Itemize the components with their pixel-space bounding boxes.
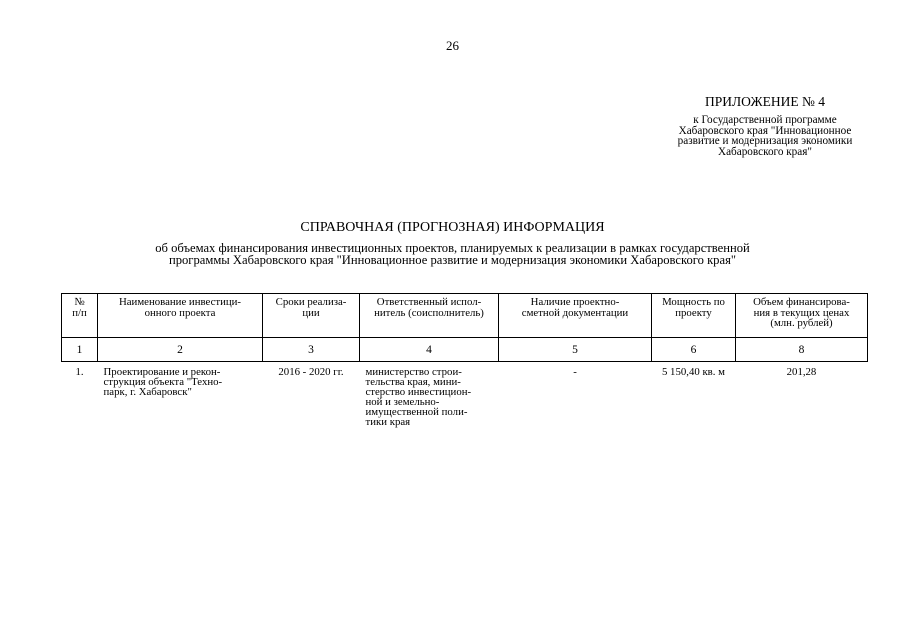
table-row bbox=[62, 362, 868, 428]
column-number-cell: 6 bbox=[652, 338, 736, 362]
appendix-line: Хабаровского края" bbox=[718, 145, 812, 158]
document-title: СПРАВОЧНАЯ (ПРОГНОЗНАЯ) ИНФОРМАЦИЯ bbox=[300, 220, 605, 235]
header-cell-executor: Ответственный испол- нитель (соисполнитель) bbox=[360, 294, 499, 338]
row-project-name: Проектирование и рекон- струкция объекта "Техно- парк, г. Хабаровск" bbox=[103, 366, 223, 398]
document-subtitle-line: об объемах финансирования инвестиционных проектов, планируемых к реализации в рамках государственной bbox=[155, 241, 750, 255]
appendix-line: развитие и модернизация экономики bbox=[677, 135, 853, 148]
header-cell-period: Сроки реализа- ции bbox=[263, 294, 360, 338]
document-heading bbox=[0, 220, 905, 267]
column-number-row bbox=[62, 338, 868, 362]
header-cell-project: Наименование инвестици- онного проекта bbox=[98, 294, 263, 338]
appendix-block bbox=[620, 94, 905, 157]
table-header-row bbox=[62, 294, 868, 338]
header-cell-number: № п/п bbox=[62, 294, 98, 338]
row-period: 2016 - 2020 гг. bbox=[278, 366, 344, 378]
column-number-cell: 5 bbox=[499, 338, 652, 362]
appendix-line: к Государственной программе bbox=[693, 114, 837, 126]
investment-table bbox=[61, 293, 868, 427]
appendix-line: Хабаровского края "Инновационное bbox=[678, 124, 852, 137]
column-number-cell: 1 bbox=[62, 338, 98, 362]
row-executor: министерство строи- тельства края, мини- стерство инвестицион- ной и земельно- имущественной поли- тики края bbox=[365, 366, 472, 428]
header-cell-documentation: Наличие проектно- сметной документации bbox=[499, 294, 652, 338]
row-financing: 201,28 bbox=[786, 366, 817, 378]
appendix-title: ПРИЛОЖЕНИЕ № 4 bbox=[704, 94, 826, 109]
column-number-cell: 2 bbox=[98, 338, 263, 362]
row-number: 1. bbox=[75, 366, 84, 378]
column-number-cell: 3 bbox=[263, 338, 360, 362]
page-number: 26 bbox=[446, 38, 459, 53]
column-number-cell: 4 bbox=[360, 338, 499, 362]
document-subtitle-line: программы Хабаровского края "Инновационное развитие и модернизация экономики Хабаровского края" bbox=[168, 253, 737, 268]
header-cell-capacity: Мощность по проекту bbox=[652, 294, 736, 338]
row-documentation: - bbox=[573, 366, 577, 378]
header-cell-financing: Объем финансирова- ния в текущих ценах (млн. рублей) bbox=[736, 294, 868, 338]
column-number-cell: 8 bbox=[736, 338, 868, 362]
row-capacity: 5 150,40 кв. м bbox=[661, 366, 726, 378]
